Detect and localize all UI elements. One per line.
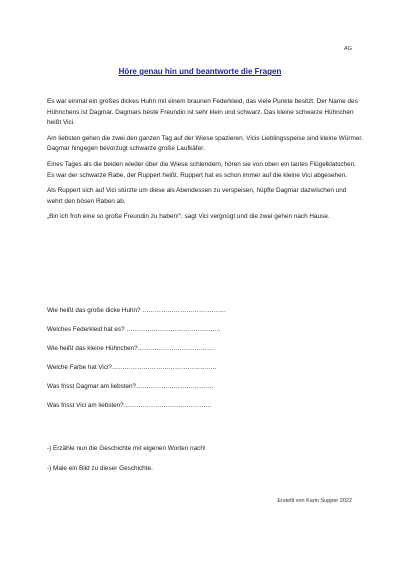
question-name-small-hen: Wie heißt das kleine Hühnchen?………………………………. (47, 345, 215, 352)
task-list (47, 444, 363, 484)
question-dagmar-food: Was frisst Dagmar am liebsten?………………………………. (47, 383, 214, 390)
question-list (47, 306, 363, 420)
story-paragraph: Als Ruppert sich auf Vici stürzte um diese als Abendessen zu verspeisen, hüpfte Dagmar dazwischen und wehrt den bösen Raben ab. (47, 187, 347, 205)
task-draw: -) Male ein Bild zu dieser Geschichte. (47, 465, 153, 472)
worksheet-title: Höre genau hin und beantworte die Fragen (118, 67, 282, 76)
task-retell: -) Erzähle nun die Geschichte mit eigenen Worten nach! (47, 445, 206, 452)
story-paragraph: Es war einmal ein großes dickes Huhn mit einem braunen Federkleid, das viele Punkte besitzt. Der Name des Hühnchens ist Dagmar. Dagmars beste Freundin ist sehr klein und schwarz. Das kleine schwarze Hühnchen heißt Vici. (47, 98, 358, 127)
story-text (47, 97, 363, 228)
question-vici-food: Was frisst Vici am liebsten?…………………………………… (47, 402, 212, 409)
corner-tag: AG (344, 46, 352, 52)
story-paragraph: „Bin ich froh eine so große Freundin zu haben!“, sagt Vici vergnügt und die zwei gehen nach Hause. (47, 213, 330, 221)
question-name-big-hen: Wie heißt das große dicke Huhn? …………………………………. (47, 307, 226, 314)
story-paragraph: Eines Tages als die beiden wieder über die Wiese schlendern, hören sie von oben ein lautes Flügelklatschen. Es war der schwarze Rabe, der Ruppert heißt. Ruppert hat es schon immer auf die kleine Vici abgesehen. (47, 160, 356, 179)
question-vici-color: Welche Farbe hat Vici?………………………………………….. (47, 364, 217, 371)
story-paragraph: Am liebsten gehen die zwei den ganzen Tag auf der Wiese spazieren. Vicis Lieblingsspeise sind kleine Würmer. Dagmar hingegen bevorzugt schwarze große Laufkäfer. (47, 134, 363, 153)
question-plumage: Welches Federkleid hat es? ……………………………………… (47, 326, 221, 333)
author-credit: Erstellt von Karin Supper 2022 (277, 498, 352, 504)
